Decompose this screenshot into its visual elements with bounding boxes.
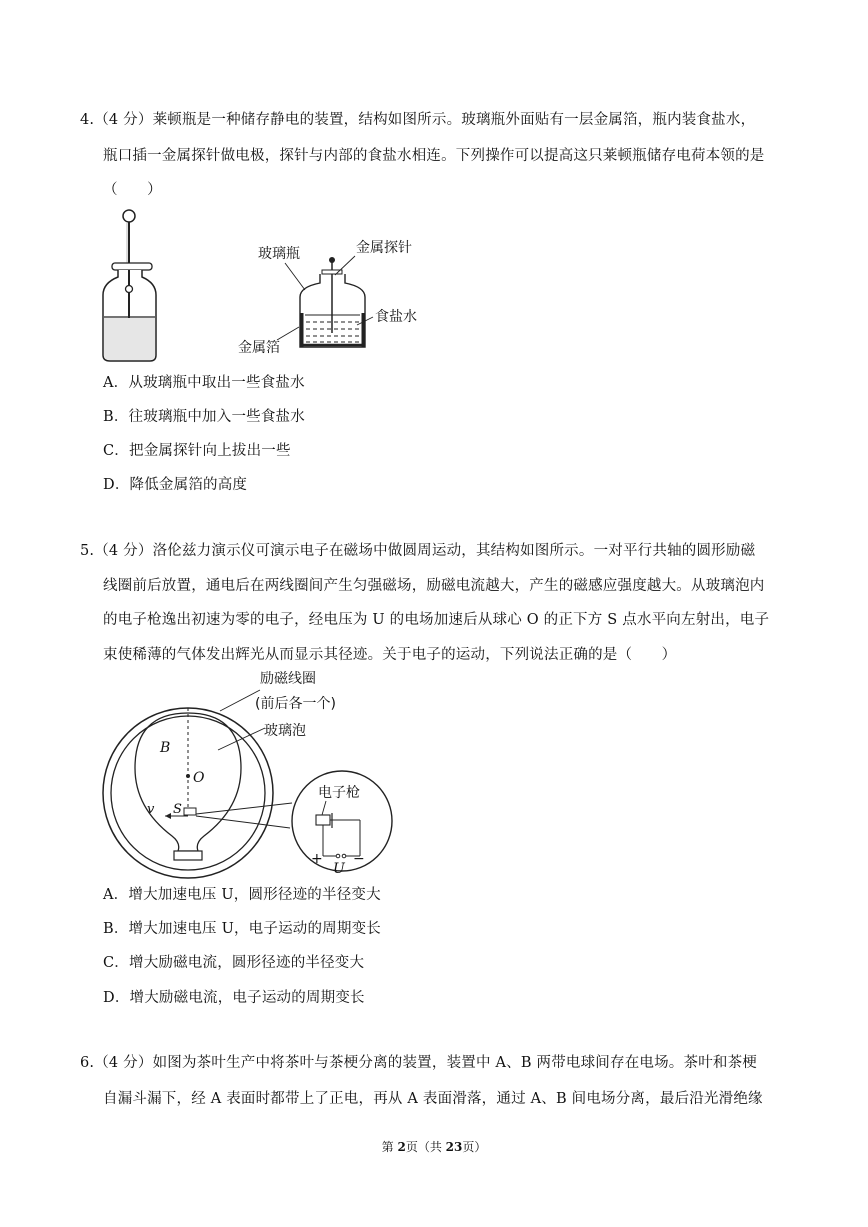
footer-mid: 页（共: [405, 1140, 446, 1154]
label-metal-probe: 金属探针: [356, 240, 412, 256]
label-glass-bottle: 玻璃瓶: [258, 246, 300, 262]
label-center-o: O: [193, 770, 205, 786]
footer-total-pages: 23: [445, 1140, 463, 1154]
footer-page-number: 2: [397, 1140, 406, 1154]
footer-prefix: 第: [381, 1140, 398, 1154]
label-coil: 励磁线圈: [260, 671, 316, 687]
label-metal-foil: 金属箔: [238, 340, 280, 356]
q4-option-d: D．降低金属箔的高度: [103, 477, 248, 493]
footer-suffix: 页）: [462, 1140, 487, 1154]
q5-option-d: D．增大励磁电流，电子运动的周期变长: [103, 990, 365, 1006]
label-salt-water: 食盐水: [375, 309, 417, 325]
q5-lorentz-demo-diagram: [100, 668, 400, 878]
q4-option-c: C．把金属探针向上拔出一些: [103, 443, 291, 459]
label-minus: −: [353, 851, 365, 867]
label-plus: +: [311, 851, 323, 867]
q5-option-b: B．增大加速电压 U，电子运动的周期变长: [103, 921, 381, 937]
q4-text-line-1: 4.（4 分）莱顿瓶是一种储存静电的装置，结构如图所示。玻璃瓶外面贴有一层金属箔，瓶内装食盐水，: [80, 112, 756, 128]
q4-text-line-2: 瓶口插一金属探针做电极，探针与内部的食盐水相连。下列操作可以提高这只莱顿瓶储存电荷本领的是: [103, 148, 765, 164]
page-footer: [0, 1138, 868, 1155]
label-glass-bulb: 玻璃泡: [264, 723, 306, 739]
q5-text-line-2: 线圈前后放置，通电后在两线圈间产生匀强磁场，励磁电流越大，产生的磁感应强度越大。从玻璃泡内: [103, 578, 765, 594]
q5-text-line-4: 束使稀薄的气体发出辉光从而显示其径迹。关于电子的运动，下列说法正确的是（ ）: [103, 647, 677, 663]
label-b-field: B: [160, 740, 171, 756]
q6-text-line-2: 自漏斗漏下，经 A 表面时都带上了正电，再从 A 表面滑落，通过 A、B 间电场分离，最后沿光滑绝缘: [103, 1091, 763, 1107]
q6-text-line-1: 6.（4 分）如图为茶叶生产中将茶叶与茶梗分离的装置，装置中 A、B 两带电球间存在电场。茶叶和茶梗: [80, 1055, 758, 1071]
label-coil-note: (前后各一个): [255, 696, 336, 712]
q5-option-a: A．增大加速电压 U，圆形径迹的半径变大: [103, 887, 381, 903]
q4-leyden-jar-photo: [98, 205, 168, 365]
q5-option-c: C．增大励磁电流，圆形径迹的半径变大: [103, 955, 365, 971]
label-voltage-u: U: [333, 861, 345, 877]
q5-text-line-1: 5.（4 分）洛伦兹力演示仪可演示电子在磁场中做圆周运动，其结构如图所示。一对平行共轴的圆形励磁: [80, 543, 756, 559]
q4-leyden-jar-diagram: [235, 235, 435, 365]
q5-text-line-3: 的电子枪逸出初速为零的电子，经电压为 U 的电场加速后从球心 O 的正下方 S 点水平向左射出，电子: [103, 612, 770, 628]
q4-text-line-3: （ ）: [103, 182, 162, 198]
label-point-s: S: [173, 802, 182, 817]
label-electron-gun: 电子枪: [318, 785, 360, 801]
q4-option-b: B．往玻璃瓶中加入一些食盐水: [103, 409, 305, 425]
q4-option-a: A．从玻璃瓶中取出一些食盐水: [103, 375, 305, 391]
label-velocity-v: v: [147, 802, 155, 817]
